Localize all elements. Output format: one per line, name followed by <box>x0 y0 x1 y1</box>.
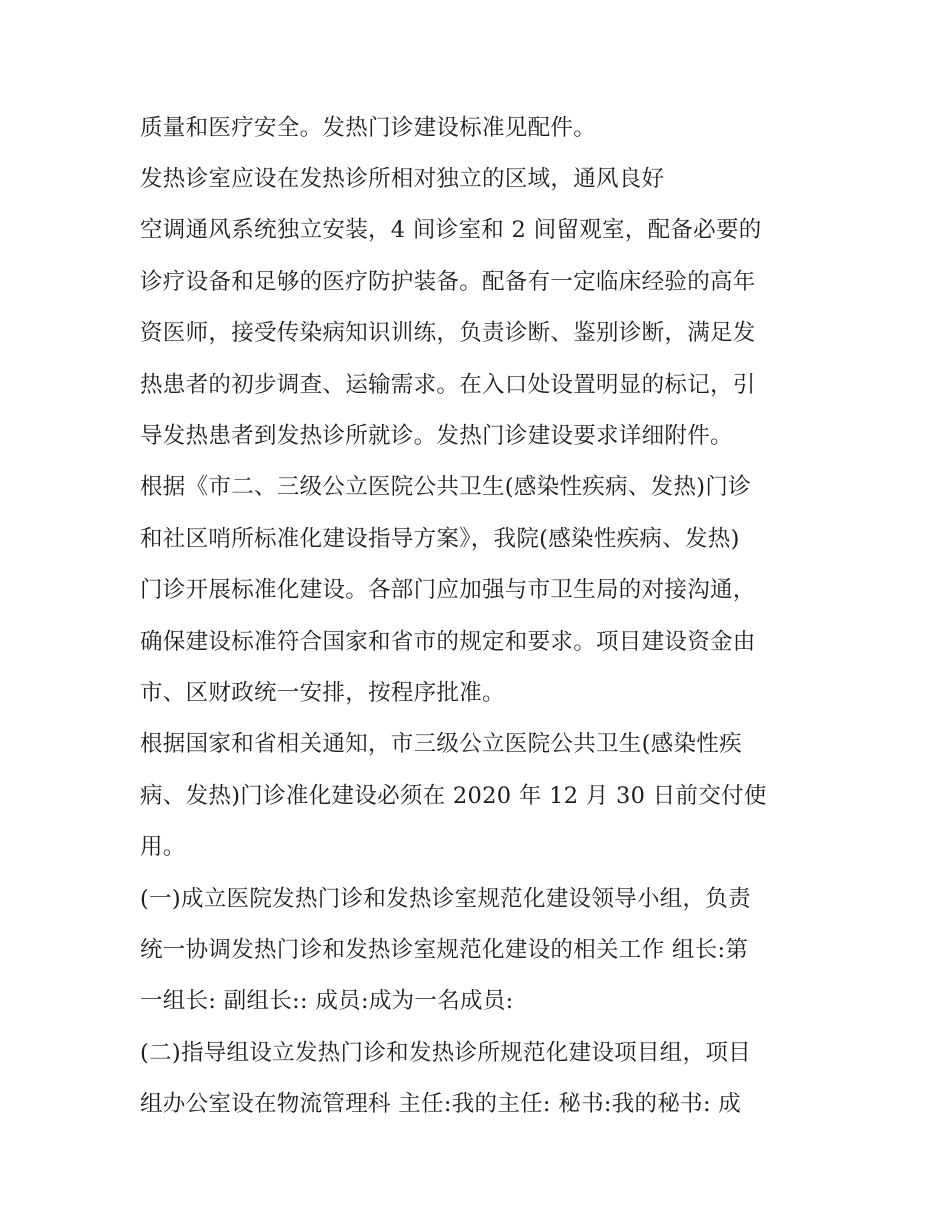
text-line: 诊疗设备和足够的医疗防护装备。配备有一定临床经验的高年 <box>140 269 756 295</box>
text-line: 确保建设标准符合国家和省市的规定和要求。项目建设资金由 <box>140 629 756 655</box>
text-line: 空调通风系统独立安装，4 间诊室和 2 间留观室，配备必要的 <box>140 217 762 243</box>
text-line: 根据国家和省相关通知，市三级公立医院公共卫生(感染性疾 <box>140 731 742 757</box>
text-line: 统一协调发热门诊和发热诊室规范化建设的相关工作 组长:第 <box>140 937 749 963</box>
text-line: 导发热患者到发热诊所就诊。发热门诊建设要求详细附件。 <box>140 423 733 449</box>
text-line: 热患者的初步调查、运输需求。在入口处设置明显的标记，引 <box>140 372 756 398</box>
text-line: 门诊开展标准化建设。各部门应加强与市卫生局的对接沟通， <box>140 577 756 603</box>
text-line: 资医师，接受传染病知识训练，负责诊断、鉴别诊断，满足发 <box>140 320 756 346</box>
text-line: 一组长: 副组长:: 成员:成为一名成员: <box>140 988 514 1014</box>
text-line: 根据《市二、三级公立医院公共卫生(感染性疾病、发热)门诊 <box>140 474 751 500</box>
text-line: 发热诊室应设在发热诊所相对独立的区域，通风良好 <box>140 166 665 192</box>
text-line: 市、区财政统一安排，按程序批准。 <box>140 680 505 706</box>
text-line: 和社区哨所标准化建设指导方案》，我院(感染性疾病、发热) <box>140 526 740 552</box>
text-line: 质量和医疗安全。发热门诊建设标准见配件。 <box>140 115 597 141</box>
text-line: (二)指导组设立发热门诊和发热诊所规范化建设项目组，项目 <box>140 1040 751 1066</box>
text-line: 病、发热)门诊准化建设必须在 2020 年 12 月 30 日前交付使 <box>140 783 767 809</box>
text-line: 用。 <box>140 834 186 860</box>
text-line: (一)成立医院发热门诊和发热诊室规范化建设领导小组，负责 <box>140 886 751 912</box>
text-line: 组办公室设在物流管理科 主任:我的主任: 秘书:我的秘书: 成 <box>140 1091 742 1117</box>
